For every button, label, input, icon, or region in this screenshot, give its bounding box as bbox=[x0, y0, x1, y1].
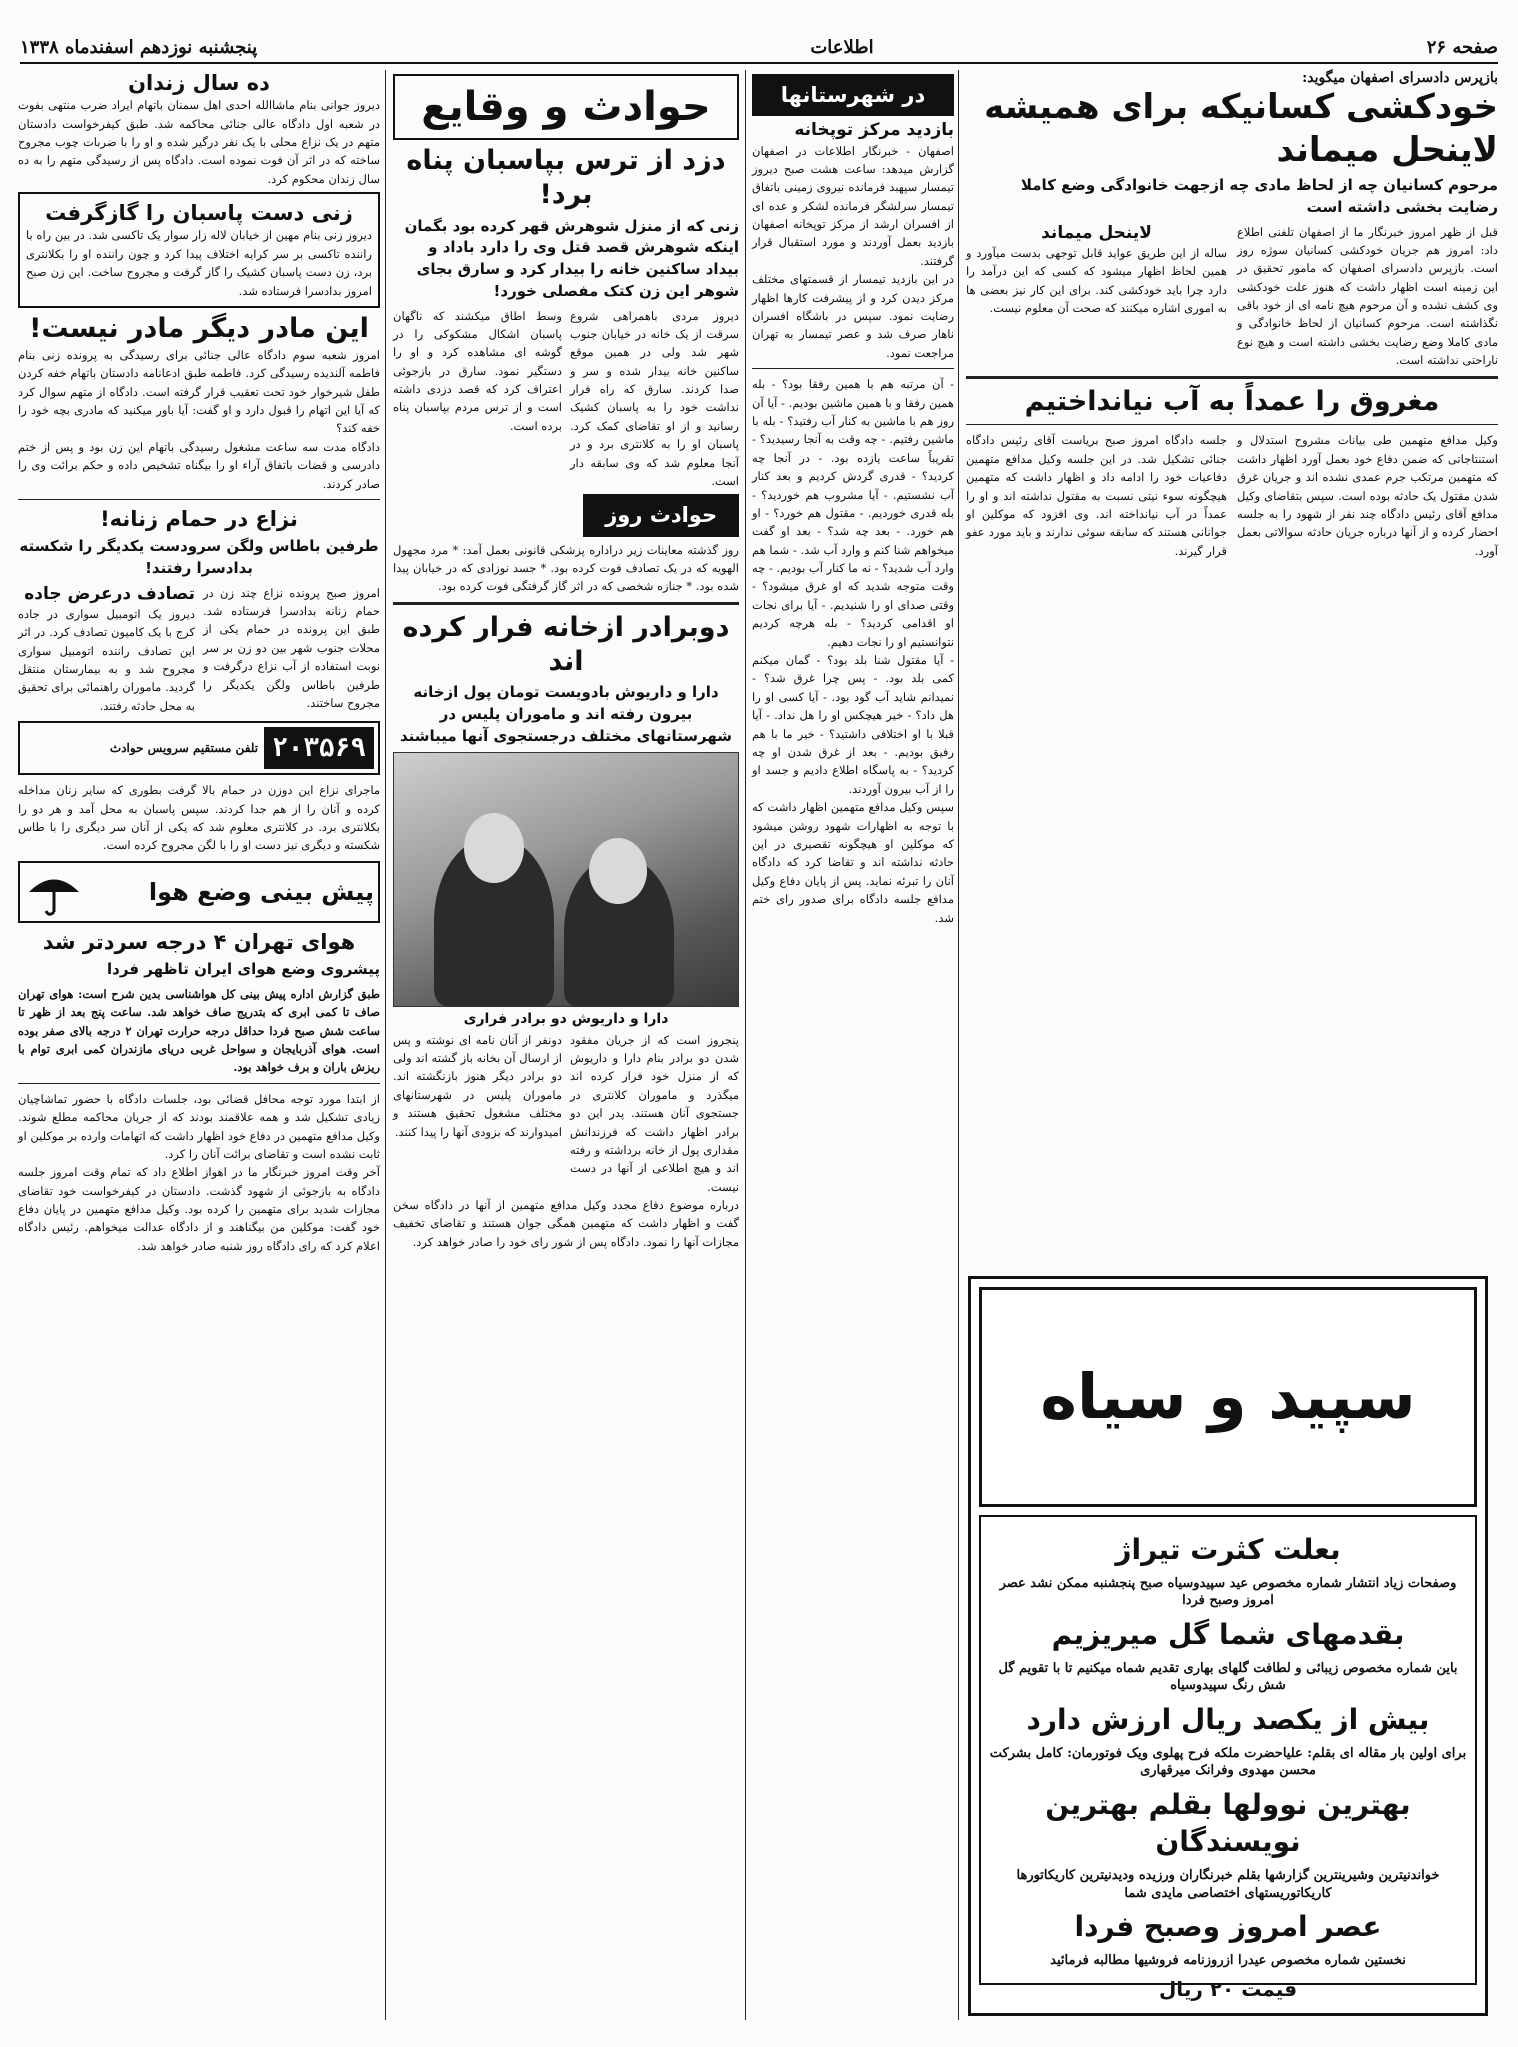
masthead bbox=[20, 34, 1498, 64]
ad-line: بهترین نوولها بقلم بهترین نویسندگان bbox=[1045, 1787, 1411, 1859]
bath-body: امروز صبح پرونده نزاع چند زن در حمام زنانه بدادسرا فرستاده شد. طبق این پرونده در حمام یکی از محلات جنوب شهر بین دو زن بر سر نوبت استفاده از آب نزاع درگرفت و طرفین باطاس ولگن یکدیگر را مجروح ساختند. bbox=[203, 585, 380, 710]
artillery-headline: بازدید مرکز توپخانه bbox=[794, 120, 954, 141]
trial-body: وکیل مدافع متهمین طی بیانات مشروح استدلال و استنتاجاتی که ضمن دفاع خود بعمل آورد اظهار داشت که متهمین مرتکب جرم عمدی نشده اند و جریان غرق شدن مقتول یک حادثه بوده است. سپس بتقاضای وکیل مدافع آقای رئیس دادگاه چند نفر از شهود را به جلسه احضار کرده و از آنها درباره جریان حادثه سوالاتی بعمل آورد. bbox=[1237, 433, 1498, 558]
ad-line: وصفحات زیاد انتشار شماره مخصوص عید سپیدوسیاه صبح پنجشنبه ممکن نشد عصر امروز وصبح فردا bbox=[999, 1575, 1457, 1609]
ad-line: عصر امروز وصبح فردا bbox=[1074, 1910, 1382, 1944]
court-body: از ابتدا مورد توجه محافل قضائی بود، جلسات دادگاه با حضور تماشاچیان زیادی تشکیل شد و همه علاقمند بودند که از جریان محاکمه مطلع شوند. وکیل مدافع متهمین در دفاع خود اظهار داشت که اتهامات وارده بر موکلین او ثابت نشده است و تقاضای برائت آنان را کرد. bbox=[17, 1091, 380, 1161]
artillery-body-continued: در این بازدید تیمسار از قسمتهای مختلف مرکز دیدن کرد و از پیشرفت کارها اظهار رضایت نمود. سپس در باشگاه افسران ناهار صرف شد و عصر تیمسار به تهران مراجعت نمود. bbox=[752, 272, 954, 360]
brothers-body-continued: دونفر از آنان نامه ای نوشته و پس از ارسال آن بخانه باز گشته اند ولی دو برادر دیگر هنوز بازنگشته اند. ماموران پلیس در شهرستانهای مختلف مشغول تحقیق هستند و امیدوارند که بزودی آنها را پیدا کنند. bbox=[393, 1032, 562, 1139]
magazine-advertisement bbox=[968, 1276, 1488, 2016]
section-divider bbox=[18, 1083, 380, 1084]
daily-incidents-title: حوادث روز bbox=[605, 503, 718, 528]
story-kicker: بازپرس دادسرای اصفهان میگوید: bbox=[1302, 70, 1498, 86]
thief-body-continued: وسط اطاق میکشند که ناگهان پاسبان اشکال مشکوکی را در گوشه ای مشاهده کرد و او را دستگیر نمود. سارق در بازجوئی اعتراف کرد که قصد دزدی داشته است و از ترس مردم بپاسبان پناه برده است. bbox=[393, 308, 562, 433]
section-divider bbox=[966, 424, 1498, 425]
bite-story-box bbox=[18, 192, 380, 308]
column-center-right bbox=[752, 70, 954, 2020]
ad-line: بعلت کثرت تیراژ bbox=[1115, 1533, 1341, 1566]
column-center-left bbox=[393, 70, 739, 2020]
brothers-deck: دارا و داریوش بادویست تومان پول ازخانه بیرون رفته اند و ماموران پلیس در شهرستانهای مختلف درجستجوی آنها میباشند bbox=[399, 683, 732, 745]
column-right bbox=[966, 70, 1498, 1270]
weather-banner bbox=[18, 861, 380, 923]
ad-line: بیش از یکصد ریال ارزش دارد bbox=[1026, 1702, 1430, 1736]
section-divider bbox=[752, 368, 954, 369]
road-accident-body: دیروز یک اتومبیل سواری در جاده کرج با یک کامیون تصادف کرد. در اثر این تصادف راننده اتومبیل سواری مجروح شد و به بیمارستان منتقل گردید. ماموران راهنمائی برای تحقیق به محل حادثه رفتند. bbox=[18, 606, 195, 713]
weather-deck: پیشروی وضع هوای ایران تاظهر فردا bbox=[107, 960, 380, 979]
daily-incidents-body: روز گذشته معاینات زیر دراداره پزشکی قانونی بعمل آمد: * مرد مجهول الهویه که در یک تصادف فوت کرده بود. * جسد نوزادی که در خیابان پیدا شده بود. * جنازه شخصی که در اثر گاز گرفتگی فوت کرده بود. bbox=[393, 542, 739, 594]
umbrella-icon bbox=[24, 867, 84, 917]
magazine-logo-text: سپید و سیاه bbox=[1040, 1360, 1416, 1434]
bite-headline: زنی دست پاسبان را گازگرفت bbox=[45, 201, 353, 226]
trial-headline: مغروق را عمداً به آب نیانداختیم bbox=[1024, 385, 1440, 417]
bath-deck: طرفین باطاس ولگن سرودست یکدیگر را شکسته بدادسرا رفتند! bbox=[19, 537, 379, 577]
newspaper-name: اطلاعات bbox=[810, 37, 874, 58]
bath-body-continued: ماجرای نزاع این دوزن در حمام بالا گرفت بطوری که سایر زنان مداخله کرده و آنان را از هم جدا کردند. سپس پاسبان به محل آمد و هر دو را بکلانتری برد. در کلانتری معلوم شد که یکی از آنان سر دیگری را با طاس شکسته و دیگری نیز دست او را با لگن مجروح کرده است. bbox=[18, 783, 380, 853]
photo-caption: دارا و داریوش دو برادر فراری bbox=[463, 1010, 669, 1027]
hotline-label: تلفن مستقیم سرویس حوادث bbox=[109, 741, 259, 756]
thief-body: دیروز مردی باهمراهی شروع سرقت از یک خانه در خیابان جنوب شهر شد ولی در همین موقع ساکنین خانه بیدار شده و سر و صدا کردند. سارق که راه فرار نداشت خود را به پاسبان کشیک رسانید و از او تقاضای کمک کرد. پاسبان او را به کلانتری برد و در آنجا معلوم شد که وی سابقه دار است. bbox=[570, 308, 739, 489]
verdict-body: درباره موضوع دفاع مجدد وکیل مدافع متهمین از آنها در دادگاه سخن گفت و اظهار داشت که متهمین همگی جوان هستند و تقاضای تخفیف مجازات آنها را نمود. دادگاه پس از شور رای خود را صادر خواهد کرد. bbox=[393, 1198, 739, 1249]
incidents-banner bbox=[393, 74, 739, 140]
ahvaz-court-body: آخر وقت امروز خبرنگار ما در اهواز اطلاع داد که تمام وقت امروز جلسه دادگاه به بازجوئی از شهود گذشت. دادستان در کیفرخواست خود تقاضای مجازات شدید برای متهمین را کرده بود. وکیل مدافع متهمین در پایان دفاع خود گفت: موکلین من بیگناهند و از دادگاه عدالت میخواهم. رئیس دادگاه اعلام کرد که رای دادگاه روز شنبه صادر خواهد شد. bbox=[18, 1165, 380, 1253]
hotline-number: ۲۰۳۵۶۹ bbox=[264, 727, 374, 769]
section-divider bbox=[18, 499, 380, 500]
trial-body-continued: جلسه دادگاه امروز صبح بریاست آقای رئیس دادگاه جنائی تشکیل شد. در این جلسه وکیل مدافع متهمین دفاعیات خود را ادامه داد و اظهار داشت که متهمین هیچگونه سوء نیتی نسبت به مقتول نداشته اند و او را عمداً در آب نیانداخته اند. وی افزود که موکلین او جوانانی هستند که سابقه سوئی ندارند و باید مورد عفو قرار گیرند. bbox=[966, 433, 1227, 558]
testimony-body: - آن مرتبه هم با همین رفقا بود؟ - بله همین رفقا و با همین ماشین بودیم. - آیا آن روز هم با ماشین به کنار آب رفتید؟ - بله با ماشین رفتیم. - چه وقت به آنجا رسیدید؟ - تقریباً ساعت یازده بود. - در آنجا چه کردید؟ - قدری گردش کردیم و بعد کنار آب نشستیم. - آیا مشروب هم خوردید؟ - بله قدری خوردیم. - مقتول هم خورد؟ - او هم خورد. - بعد چه شد؟ - بعد او گفت میخواهم شنا کنم و وارد آب شد. - شما هم وارد آب شدید؟ - نه ما کنار آب بودیم. - چه وقت متوجه شدید که او غرق میشود؟ - وقتی صدای او را شنیدیم. - آیا برای نجات او اقدامی کردید؟ - بله هرچه کردیم نتوانستیم او را نجات دهیم. bbox=[752, 377, 954, 649]
mother-body: امروز شعبه سوم دادگاه عالی جنائی برای رسیدگی به پرونده زنی بنام فاطمه آلندیده رسیدگی کرد. فاطمه طبق ادعانامه دادستان باتهام خفه کردن طفل شیرخوار خود تحت تعقیب قرار گرفته است. دادگاه از متهم سوال کرد که آیا این اتهام را قبول دارد و او گفت: آیا باور میکنید که مادری بچه خود را خفه کند؟ bbox=[18, 347, 380, 436]
testimony-body-continued: - آیا مقتول شنا بلد بود؟ - گمان میکنم کمی بلد بود. - پس چرا غرق شد؟ - نمیدانم شاید آب گود بود. - آیا کسی او را هل داد؟ - خیر هیچکس او را هل نداد. - آیا قبلا با او اختلافی داشتید؟ - خیر ما با هم رفیق بودیم. - بعد از غرق شدن او چه کردید؟ - به پاسگاه اطلاع دادیم و جسد او را از آب بیرون آوردند. bbox=[752, 653, 954, 796]
lead-subhead: لاینحل میماند bbox=[1041, 222, 1152, 243]
photo-face-right bbox=[589, 838, 647, 904]
column-divider bbox=[958, 70, 959, 2020]
ad-line: باین شماره مخصوص زیبائی و لطافت گلهای بهاری تقدیم شماه میکنیم تا با تقویم گل شش رنگ سپیدوسیاه bbox=[998, 1660, 1458, 1694]
ad-line: بقدمهای شما گل میریزیم bbox=[1051, 1617, 1405, 1651]
photo-face-left bbox=[464, 813, 524, 883]
lead-body-continued: ساله از این طریق عواید قابل توجهی بدست میآورد و همین لحاظ اظهار میشود که کسی که این درآمد را دارد چرا باید خودکشی کند. برای این کار نیز بعضی ها به اموری اشاره میکنند که صحت آن معلوم نیست. bbox=[966, 245, 1227, 315]
bath-headline: نزاع در حمام زنانه! bbox=[100, 506, 298, 531]
artillery-body: اصفهان - خبرنگار اطلاعات در اصفهان گزارش میدهد: ساعت هشت صبح دیروز تیمسار سپهبد فرمانده نیروی زمینی باتفاق تیمسار سرلشگر فرمانده لشکر و عده ای از افسران ارشد از مرکز توپخانه اصفهان بازدید بعمل آوردند و مورد استقبال قرار گرفتند. bbox=[752, 143, 954, 268]
road-accident-headline: تصادف درعرض جاده bbox=[24, 583, 195, 604]
section-divider bbox=[966, 376, 1498, 379]
prison-body: دیروز جوانی بنام ماشاالله احدی اهل سمنان باتهام ایراد ضرب منتهی بفوت در شعبه اول دادگاه عالی جنائی محاکمه شد. طبق کیفرخواست دادستان متهم در یک نزاع محلی با یک نفر درگیر شده و او را با ضربات چوب مجروح ساخته که در اثر آن فوت نموده است. دادگاه پس از رسیدگی متهم را به ده سال زندان محکوم کرد. bbox=[18, 98, 380, 186]
column-divider bbox=[745, 70, 746, 2020]
thief-deck: زنی که از منزل شوهرش قهر کرده بود بگمان اینکه شوهرش قصد قتل وی را دارد باداد و بیداد ساکنین خانه را بیدار کرد و سارق بجای شوهر این زن کتک مفصلی خورد! bbox=[404, 216, 739, 300]
brothers-headline: دوبرادر ازخانه فرار کرده اند bbox=[402, 611, 730, 677]
mother-headline: این مادر دیگر مادر نیست! bbox=[29, 313, 369, 345]
defense-body: سپس وکیل مدافع متهمین اظهار داشت که با توجه به اظهارات شهود روشن میشود که موکلین او هیچگونه تقصیری در این حادثه نداشته اند و تقاضا کرد که دادگاه آنان را تبرئه نماید. پس از پایان دفاع وکیل مدافع جلسه دادگاه برای صدور رای ختم شد. bbox=[752, 800, 954, 925]
lead-deck: مرحوم کسانیان چه از لحاظ مادی چه ازجهت خانوادگی وضع کاملا رضایت بخشی داشته است bbox=[1020, 176, 1498, 216]
brothers-body: پنجروز است که از جریان مفقود شدن دو برادر بنام دارا و داریوش که از منزل خود فرار کرده اند میگذرد و ماموران کلانتری در جستجوی آنان هستند. پدر این دو برادر اظهار داشت که فرزندانش مقداری پول از خانه برداشته و رفته اند و هیچ اطلاعی از آنها در دست نیست. bbox=[570, 1032, 739, 1194]
ad-line: خواندنیترین وشیرینترین گزارشها بقلم خبرنگاران ورزیده ودیدنیترین کاریکاتورها کاریکاتوریستهای اختصاصی مایدی شما bbox=[1016, 1868, 1440, 1901]
bite-body: دیروز زنی بنام مهین از خیابان لاله زار سوار یک تاکسی شد. در بین راه با راننده تاکسی بر سر کرایه اختلاف پیدا کرد و چون راننده او را بکلانتری برد، زن دست پاسبان کشیک را گاز گرفت و مجروح ساخت. این زن صبح امروز بدادسرا فرستاده شد. bbox=[26, 228, 372, 298]
magazine-logo bbox=[979, 1287, 1477, 1507]
advertisement-body bbox=[979, 1515, 1477, 2001]
thief-headline: دزد از ترس بپاسبان پناه برد! bbox=[406, 145, 726, 210]
provinces-banner bbox=[752, 74, 954, 116]
ad-line: نخستین شماره مخصوص عیدرا ازروزنامه فروشیها مطالبه فرمائید bbox=[1050, 1953, 1406, 1969]
weather-banner-title: پیش بینی وضع هوا bbox=[148, 877, 374, 906]
ad-price: قیمت ۲۰ ریال bbox=[1158, 1976, 1298, 2001]
weather-body: طبق گزارش اداره پیش بینی کل هواشناسی بدین شرح است: هوای تهران صاف تا کمی ابری که بتدریج صاف خواهد شد. ساعت پنج بعد از ظهر تا ساعت شش صبح فردا حداقل درجه حرارت تهران ۲ درجه بالای صفر بوده است. هوای آذربایجان و سواحل غربی دریای مازندران کمی ابری توام با ریزش باران و برف خواهد بود. bbox=[18, 986, 380, 1075]
column-left bbox=[18, 70, 380, 2020]
prison-headline: ده سال زندان bbox=[128, 71, 270, 95]
lead-headline: خودکشی کسانیکه برای همیشه لاینحل میماند bbox=[984, 87, 1498, 170]
ad-line: برای اولین بار مقاله ای بقلم: علیاحضرت ملکه فرح پهلوی ویک فوتورمان: کامل بشرکت محسن مهدوی وفرانک میرقهاری bbox=[989, 1745, 1467, 1779]
issue-date: پنجشنبه نوزدهم اسفندماه ۱۳۳۸ bbox=[20, 37, 258, 58]
weather-headline: هوای تهران ۴ درجه سردتر شد bbox=[42, 929, 356, 954]
page-number: صفحه ۲۶ bbox=[1426, 37, 1498, 58]
daily-incidents-banner bbox=[583, 494, 739, 536]
brothers-photo bbox=[393, 752, 739, 1007]
hotline-box bbox=[18, 721, 380, 775]
section-divider bbox=[393, 602, 739, 605]
incidents-banner-title: حوادث و وقایع bbox=[421, 84, 711, 130]
lead-body: قبل از ظهر امروز خبرنگار ما از اصفهان تلفنی اطلاع داد: امروز هم جریان خودکشی کسانیان سوژه روز است. بازپرس دادسرای اصفهان که مامور تحقیق در این زمینه است اظهار داشت که هنوز علت خودکشی وی کشف نشده و آن مرحوم هیچ نامه ای از خود باقی نگذاشته است. مرحوم کسانیان از لحاظ خانوادگی و مادی کاملا وضع رضایت بخشی داشته است و هیچ نوع ناراحتی نداشته است. bbox=[1237, 224, 1498, 368]
column-divider bbox=[385, 70, 386, 2020]
provinces-banner-title: در شهرستانها bbox=[780, 83, 926, 107]
mother-body-continued: دادگاه مدت سه ساعت مشغول رسیدگی باتهام این زن بود و پس از ختم دادرسی و قضات باتفاق آراء او را بیگناه تشخیص داده و حکم برائت وی را صادر کردند. bbox=[18, 439, 380, 491]
